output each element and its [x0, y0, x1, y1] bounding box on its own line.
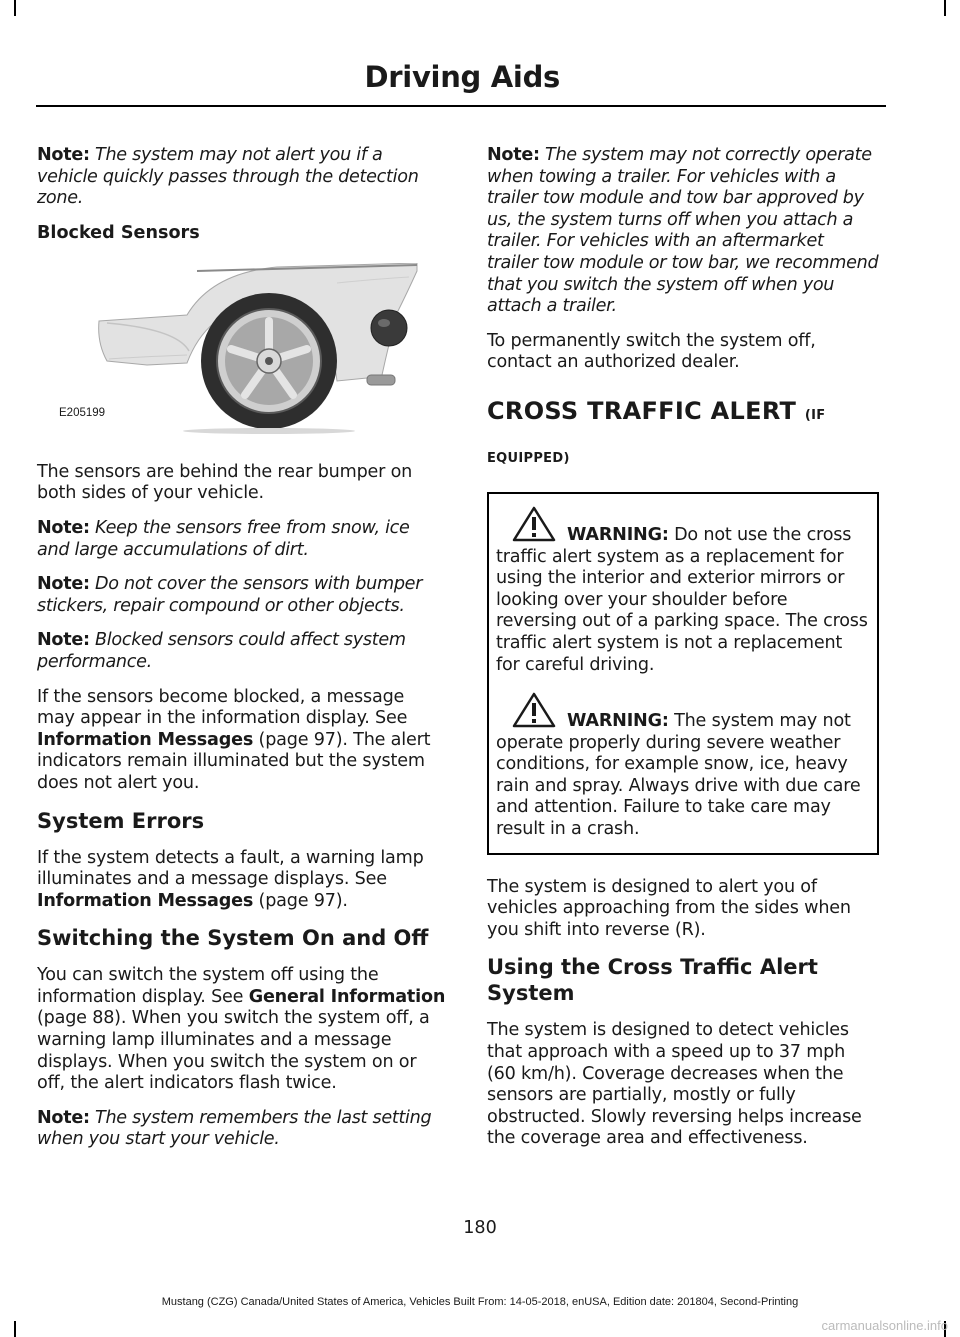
page-header-title: Driving Aids [364, 60, 560, 94]
crop-mark-bottom-left [14, 1321, 16, 1337]
link-general-information[interactable]: General Information [248, 986, 446, 1007]
link-information-messages-2[interactable]: Information Messages [37, 890, 254, 911]
heading-using-cross-traffic-alert: Using the Cross Traffic Alert System [487, 955, 818, 1006]
header-rule [36, 105, 886, 107]
paragraph-system-errors: If the system detects a fault, a warning lamp illuminates and a message displays. See Information Messages (page 97). [37, 847, 424, 911]
warning-box [487, 492, 879, 855]
crop-mark-top-left [14, 0, 16, 16]
paragraph-designed-to-alert: The system is designed to alert you of vehicles approaching from the sides when you shift into reverse (R). [487, 876, 851, 940]
warning-mirrors: WARNING: Do not use the cross traffic alert system as a replacement for using the interior and exterior mirrors or looking over your shoulder before reversing out of a parking space. The cross traffic alert system is not a replacement for careful driving. [496, 506, 869, 676]
warning-weather: WARNING: The system may not operate properly during severe weather conditions, for example snow, ice, heavy rain and spray. Always drive with due care and attention. Failure to take care may result in a crash. [496, 692, 869, 841]
paragraph-sensors-blocked: If the sensors become blocked, a message may appear in the information display. See Information Messages (page 97). The alert indicators remain illuminated but the system does not alert you. [37, 686, 431, 793]
note-remembers-setting: Note: The system remembers the last setting when you start your vehicle. [37, 1107, 432, 1150]
link-information-messages[interactable]: Information Messages [37, 729, 254, 750]
right-column [487, 145, 879, 1163]
section-title-cross-traffic-alert: CROSS TRAFFIC ALERT (IF [487, 396, 826, 425]
rear-bumper-figure [37, 263, 447, 438]
section-title-equipped: EQUIPPED) [487, 450, 570, 466]
heading-system-errors: System Errors [37, 808, 205, 833]
warning-triangle-icon [512, 506, 564, 542]
note-keep-sensors-free: Note: Keep the sensors free from snow, ice and large accumulations of dirt. [37, 517, 410, 560]
heading-switching-on-off: Switching the System On and Off [37, 926, 429, 951]
paragraph-contact-dealer: To permanently switch the system off, contact an authorized dealer. [487, 330, 816, 373]
figure-code: E205199 [59, 406, 106, 419]
paragraph-switching: You can switch the system off using the information display. See General Information (page 88). When you switch the system off, a warning lamp illuminates and a message displays. When you switch the system on or off, the alert indicators flash twice. [37, 965, 446, 1094]
warning-triangle-icon [512, 692, 564, 728]
note-do-not-cover: Note: Do not cover the sensors with bumper stickers, repair compound or other objects. [37, 574, 423, 616]
heading-blocked-sensors: Blocked Sensors [37, 222, 200, 243]
note-detection-zone: Note: The system may not alert you if a vehicle quickly passes through the detection zone. [37, 145, 419, 209]
paragraph-sensor-location: The sensors are behind the rear bumper on both sides of your vehicle. [37, 461, 413, 504]
note-towing-trailer: Note: The system may not correctly operate when towing a trailer. For vehicles with a trailer tow module and tow bar approved by us, the system turns off when you attach a trailer. For vehicles with an aftermarket trailer tow module or tow bar, we recommend that you switch the system off when you attach a trailer. [487, 145, 879, 317]
note-blocked-performance: Note: Blocked sensors could affect system performance. [37, 630, 406, 672]
page-footer: Mustang (CZG) Canada/United States of America, Vehicles Built From: 14-05-2018, enUSA, Edition date: 201804, Second-Printing [161, 1296, 799, 1308]
watermark: carmanualsonline.info [821, 1318, 948, 1333]
paragraph-detect-vehicles: The system is designed to detect vehicles that approach with a speed up to 37 mph (60 km/h). Coverage decreases when the sensors are partially, mostly or fully obstructed. Slowly reversing helps increase the coverage area and effectiveness. [487, 1020, 862, 1149]
crop-mark-top-right [944, 0, 946, 16]
left-column [37, 145, 447, 1164]
page-number: 180 [463, 1218, 497, 1238]
